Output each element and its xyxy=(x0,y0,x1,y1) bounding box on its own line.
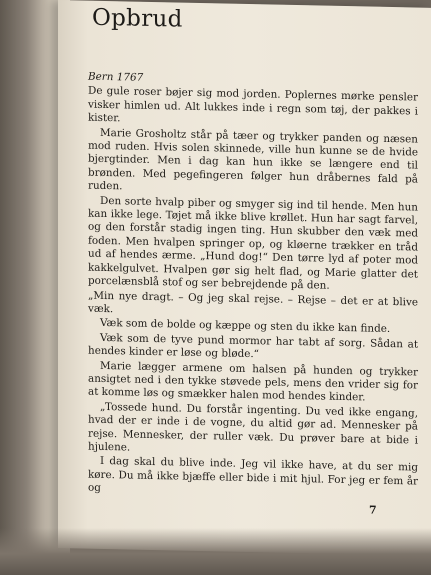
paragraph: Marie Grosholtz står på tæer og trykker panden og næsen mod ruden. Hvis solen skinnede, ville hun kunne se de hvide bjergtinder. Men i dag kan hun ikke se længere end til brønden. Med pegefingeren følger hun dråbernes fald på ruden. xyxy=(88,126,418,193)
paragraph: Marie lægger armene om halsen på hunden og trykker ansigtet ned i den tykke støvede pels, mens den vrider sig for at komme løs og smækker halen mod hendes kinder. xyxy=(88,359,418,404)
page-number: 7 xyxy=(369,503,377,517)
chapter-title: Opbrud xyxy=(92,4,183,33)
paragraph: Den sorte hvalp piber og smyger sig ind til hende. Men hun kan ikke lege. Tøjet må ikke blive krøllet. Hun har sagt farvel, og den forstår stadig ingen ting. Hun skubber den væk med foden. Men hvalpen springer op, og kløerne trækker en tråd ud af hendes ærme. „Hund dog!“ Den tørre lyd af poter mod kakkelgulvet. Hvalpen gør sig helt flad, og Marie glatter det porcelænsblå stof og ser bebrejdende på den. xyxy=(88,194,418,292)
paragraph: De gule roser bøjer sig mod jorden. Poplernes mørke pensler visker himlen ud. Alt lukkes inde i regn som tøj, der pakkes i kister. xyxy=(88,85,418,125)
paragraph: „Min nye dragt. – Og jeg skal rejse. – Rejse – det er at blive væk. xyxy=(88,289,418,316)
paragraph: I dag skal du blive inde. Jeg vil ikke have, at du ser mig køre. Du må ikke bjæffe eller bide i mit hjul. For jeg er fem år og xyxy=(88,455,418,495)
paragraph: Væk som de bolde og kæppe og sten du ikke kan finde. xyxy=(100,317,391,336)
place-date-heading: Bern 1767 xyxy=(88,70,144,84)
page-edge-shadow xyxy=(0,528,431,575)
paragraph: Væk som de tyve pund mormor har tabt af sorg. Sådan at hendes kinder er løse og bløde.“ xyxy=(88,331,418,361)
book-page xyxy=(58,0,431,556)
chapter-body xyxy=(88,71,418,504)
paragraph: „Tossede hund. Du forstår ingenting. Du ved ikke engang, hvad der er inde i de vogne, du altid gør ad. Mennesker på rejse. Mennesker, der ruller væk. Du prøver bare at bide i hjulene. xyxy=(88,400,418,454)
